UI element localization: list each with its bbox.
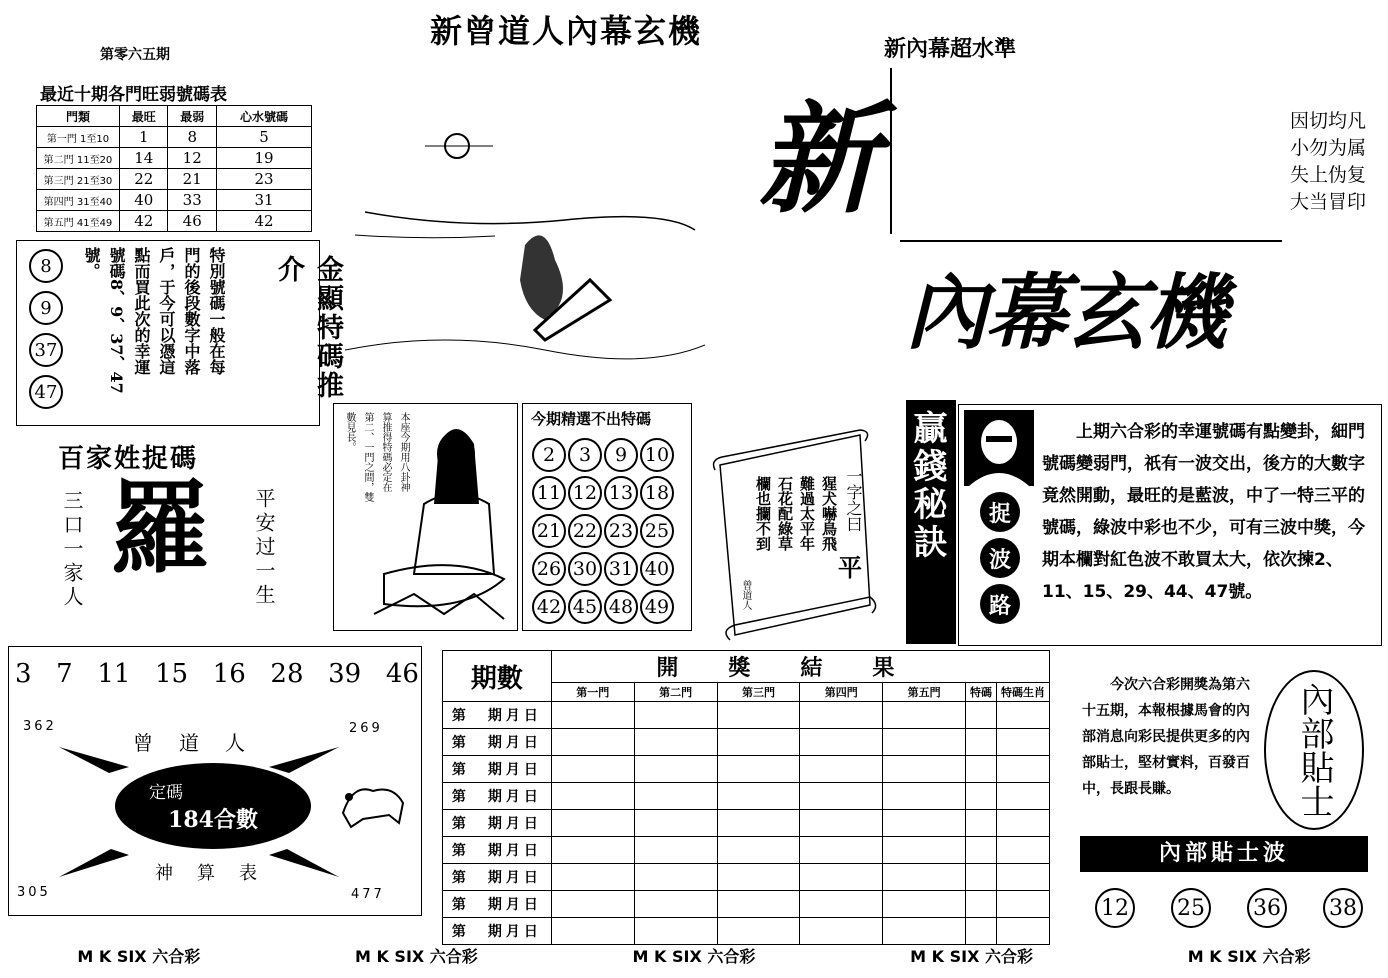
- table-row: [37, 169, 312, 190]
- footer-brand: M K SIX 六合彩: [632, 946, 756, 966]
- table-row: [443, 729, 1050, 756]
- number-ball: 9: [29, 291, 63, 325]
- win-money-title: 贏錢秘訣: [907, 410, 947, 562]
- cold-cell: 8: [168, 127, 216, 148]
- sub-char: 波: [980, 538, 1020, 578]
- result-cell: [634, 864, 717, 891]
- footer-brand: M K SIX 六合彩: [354, 946, 478, 966]
- result-cell: [634, 783, 717, 810]
- number-ball: 39: [328, 659, 362, 689]
- result-cell: [551, 783, 634, 810]
- special-code-balls: [29, 249, 63, 409]
- center-label: 定碼: [149, 783, 183, 803]
- number-ball: 3: [568, 438, 602, 472]
- corner-br: 477: [351, 887, 385, 902]
- number-ball: 12: [1095, 888, 1135, 928]
- result-cell: [997, 810, 1050, 837]
- result-cell: [634, 810, 717, 837]
- column-header: 第一門: [551, 683, 634, 702]
- number-ball: 3: [15, 659, 32, 689]
- door-cell: 第三門 21至30: [37, 169, 120, 190]
- not-special-title: 今期精選不出特碼: [531, 410, 652, 428]
- table-row: [443, 810, 1050, 837]
- results-title: 開獎結果: [551, 651, 1049, 683]
- corner-tl: 362: [23, 719, 57, 734]
- result-cell: [800, 837, 883, 864]
- period-cell: 第 期月日: [443, 837, 552, 864]
- result-cell: [883, 837, 966, 864]
- result-cell: [883, 783, 966, 810]
- number-ball: 11: [97, 659, 131, 689]
- result-cell: [800, 702, 883, 729]
- right-slogan: 新內幕超水準: [884, 37, 1017, 62]
- fixed-code-panel: [8, 646, 422, 916]
- hot-cell: 40: [120, 190, 168, 211]
- hot-cell: 1: [120, 127, 168, 148]
- result-cell: [634, 756, 717, 783]
- hot-cell: 42: [120, 211, 168, 232]
- result-cell: [966, 837, 997, 864]
- special-code-text: 特別號碼一般在每 門的後段數字中落 戶，于今可以憑這 點而買此次的幸運 號碼8、9、37、47 號。: [82, 247, 226, 394]
- insider-stamp: 內部 貼士: [1264, 670, 1364, 830]
- column-header: 第二門: [634, 683, 717, 702]
- scroll-head: 一字之曰: [844, 468, 863, 532]
- scroll-sign: 曾道人: [740, 580, 751, 610]
- insider-balls: [1094, 886, 1364, 930]
- period-cell: 第 期月日: [443, 864, 552, 891]
- number-ball: 48: [604, 590, 638, 624]
- insider-wave-title: 內部貼士波: [1080, 836, 1368, 872]
- result-cell: [966, 756, 997, 783]
- column-header: 門類: [37, 106, 120, 127]
- result-cell: [551, 891, 634, 918]
- fixed-code-top: 曾道人: [133, 731, 271, 755]
- corner-tr: 269: [349, 721, 383, 736]
- result-cell: [634, 729, 717, 756]
- number-ball: 40: [640, 552, 674, 586]
- page-title: 新曾道人內幕玄機: [430, 12, 703, 50]
- number-ball: 10: [640, 438, 674, 472]
- number-ball: 38: [1323, 888, 1363, 928]
- result-cell: [634, 891, 717, 918]
- results-body: [443, 702, 1050, 945]
- number-ball: 15: [155, 659, 189, 689]
- surname-right: 平安过一生: [252, 488, 276, 608]
- number-ball: 28: [270, 659, 304, 689]
- goddess-panel: [333, 403, 518, 631]
- pick-cell: 19: [216, 148, 311, 169]
- scroll-answer: 平: [838, 553, 862, 582]
- number-ball: 16: [212, 659, 246, 689]
- column-header: 心水號碼: [216, 106, 311, 127]
- result-cell: [997, 837, 1050, 864]
- number-ball: 12: [568, 476, 602, 510]
- number-ball: 46: [385, 659, 419, 689]
- result-cell: [966, 864, 997, 891]
- number-ball: 8: [29, 249, 63, 283]
- result-cell: [551, 729, 634, 756]
- result-cell: [717, 783, 800, 810]
- result-cell: [634, 837, 717, 864]
- result-cell: [717, 729, 800, 756]
- result-cell: [551, 864, 634, 891]
- column-header: 第三門: [717, 683, 800, 702]
- column-header: 特碼生肖: [997, 683, 1050, 702]
- number-ball: 11: [532, 476, 566, 510]
- period-cell: 第 期月日: [443, 783, 552, 810]
- column-header: 最弱: [168, 106, 216, 127]
- result-cell: [997, 729, 1050, 756]
- number-ball: 18: [640, 476, 674, 510]
- table-row: [443, 864, 1050, 891]
- result-cell: [800, 729, 883, 756]
- result-cell: [997, 702, 1050, 729]
- table-row: [37, 127, 312, 148]
- pick-cell: 23: [216, 169, 311, 190]
- table-row: [37, 211, 312, 232]
- hot-cell: 14: [120, 148, 168, 169]
- footer-brand: M K SIX 六合彩: [910, 946, 1033, 966]
- period-cell: 第 期月日: [443, 918, 552, 945]
- cold-cell: 12: [168, 148, 216, 169]
- door-cell: 第四門 31至40: [37, 190, 120, 211]
- result-cell: [551, 837, 634, 864]
- number-ball: 2: [532, 438, 566, 472]
- surname-left: 三口一家人: [60, 490, 84, 610]
- number-ball: 42: [532, 590, 566, 624]
- not-special-panel: [522, 403, 692, 631]
- center-value: 184合數: [168, 807, 258, 833]
- result-cell: [634, 702, 717, 729]
- fixed-code-bottom: 神算表: [155, 863, 281, 884]
- number-ball: 25: [640, 514, 674, 548]
- gap-table: [36, 105, 312, 232]
- number-ball: 22: [568, 514, 602, 548]
- surname-title: 百家姓捉碼: [58, 444, 199, 474]
- period-cell: 第 期月日: [443, 702, 552, 729]
- sub-char: 捉: [980, 492, 1020, 532]
- result-cell: [997, 783, 1050, 810]
- number-ball: 36: [1247, 888, 1287, 928]
- result-cell: [883, 864, 966, 891]
- table-row: [443, 756, 1050, 783]
- result-cell: [551, 756, 634, 783]
- pick-cell: 42: [216, 211, 311, 232]
- result-cell: [717, 810, 800, 837]
- brand-divider-vertical: [890, 68, 892, 234]
- surname-char: 羅: [110, 469, 210, 587]
- scroll-lines: 猩犬嚇鳥飛 難過太平年 石花配綠草 欄也攔不到: [754, 476, 838, 551]
- footer-brand: M K SIX 六合彩: [1187, 946, 1311, 966]
- period-header: 期數: [443, 651, 552, 702]
- result-cell: [997, 891, 1050, 918]
- pick-cell: 31: [216, 190, 311, 211]
- number-ball: 30: [568, 552, 602, 586]
- column-header: 最旺: [120, 106, 168, 127]
- brand-slogan: 因切均凡 小勿为属 失上伪复 大当冒印: [1290, 110, 1367, 213]
- number-ball: 47: [29, 375, 63, 409]
- result-cell: [997, 756, 1050, 783]
- number-ball: 37: [29, 333, 63, 367]
- issue-number: 第零六五期: [100, 47, 170, 63]
- cold-cell: 46: [168, 211, 216, 232]
- corner-bl: 305: [17, 885, 51, 900]
- table-row: [443, 837, 1050, 864]
- result-cell: [966, 891, 997, 918]
- result-cell: [966, 729, 997, 756]
- result-cell: [883, 702, 966, 729]
- brand-big-char: 新: [758, 89, 878, 230]
- result-cell: [551, 702, 634, 729]
- table-row: [443, 783, 1050, 810]
- period-cell: 第 期月日: [443, 756, 552, 783]
- number-ball: 7: [56, 659, 73, 689]
- period-cell: 第 期月日: [443, 810, 552, 837]
- goddess-illustration: [344, 414, 509, 624]
- result-cell: [966, 810, 997, 837]
- result-cell: [717, 837, 800, 864]
- door-cell: 第二門 11至20: [37, 148, 120, 169]
- column-header: 特碼: [966, 683, 997, 702]
- special-code-box: [16, 240, 343, 426]
- table-row: [443, 891, 1050, 918]
- result-cell: [551, 810, 634, 837]
- result-cell: [883, 810, 966, 837]
- gap-table-title: 最近十期各門旺弱號碼表: [40, 85, 227, 105]
- result-cell: [883, 729, 966, 756]
- result-cell: [800, 810, 883, 837]
- table-row: [443, 702, 1050, 729]
- result-cell: [966, 783, 997, 810]
- column-header: 第五門: [883, 683, 966, 702]
- brand-big-title: 內幕玄機: [905, 266, 1225, 361]
- period-cell: 第 期月日: [443, 891, 552, 918]
- footer-strip: [0, 940, 1388, 970]
- result-cell: [717, 891, 800, 918]
- result-cell: [717, 756, 800, 783]
- result-cell: [717, 864, 800, 891]
- result-cell: [800, 756, 883, 783]
- hot-cell: 22: [120, 169, 168, 190]
- insider-text: 今次六合彩開獎為第六十五期，本報根據馬會的內部消息向彩民提供更多的內部貼士，堅材實料，百發百中，長跟長賺。: [1082, 677, 1250, 797]
- result-cell: [800, 891, 883, 918]
- win-money-sub: [980, 492, 1020, 624]
- table-row: [37, 190, 312, 211]
- result-cell: [800, 864, 883, 891]
- column-header: 第四門: [800, 683, 883, 702]
- goddess-text: 本座今期用八卦神 算推得特碼必定在 第二、一門之間，雙 數見長。: [344, 412, 409, 502]
- number-ball: 13: [604, 476, 638, 510]
- special-code-title: 金顯特碼推介: [273, 255, 343, 400]
- number-ball: 26: [532, 552, 566, 586]
- result-cell: [800, 783, 883, 810]
- number-ball: 25: [1171, 888, 1211, 928]
- number-ball: 9: [604, 438, 638, 472]
- fixed-code-center: [115, 763, 311, 849]
- door-cell: 第一門 1至10: [37, 127, 120, 148]
- footer-brand: M K SIX 六合彩: [77, 946, 201, 966]
- dog-illustration: [333, 773, 409, 829]
- author-portrait: [964, 410, 1034, 486]
- cold-cell: 33: [168, 190, 216, 211]
- sub-char: 路: [980, 584, 1020, 624]
- brand-divider-horizontal: [900, 240, 1282, 242]
- number-ball: 23: [604, 514, 638, 548]
- cold-cell: 21: [168, 169, 216, 190]
- result-cell: [966, 702, 997, 729]
- number-ball: 45: [568, 590, 602, 624]
- result-cell: [717, 702, 800, 729]
- number-ball: 21: [532, 514, 566, 548]
- landscape-illustration: [345, 60, 705, 370]
- result-cell: [883, 891, 966, 918]
- not-special-balls: [531, 436, 691, 626]
- number-ball: 31: [604, 552, 638, 586]
- results-table: [442, 650, 1050, 945]
- number-ball: 49: [640, 590, 674, 624]
- win-money-text: 上期六合彩的幸運號碼有點變卦，細門號碼變弱門，祇有一波交出，後方的大數字竟然開動，最旺的是藍波，中了一特三平的號碼，綠波中彩也不少，可有三波中獎，今期本欄對紅色波不敢買太大，依次揀2、11、15、29、44、47號。: [1042, 422, 1365, 602]
- result-cell: [997, 864, 1050, 891]
- period-cell: 第 期月日: [443, 729, 552, 756]
- pick-cell: 5: [216, 127, 311, 148]
- table-row: [37, 148, 312, 169]
- result-cell: [883, 756, 966, 783]
- fixed-code-balls: [15, 659, 419, 689]
- door-cell: 第五門 41至49: [37, 211, 120, 232]
